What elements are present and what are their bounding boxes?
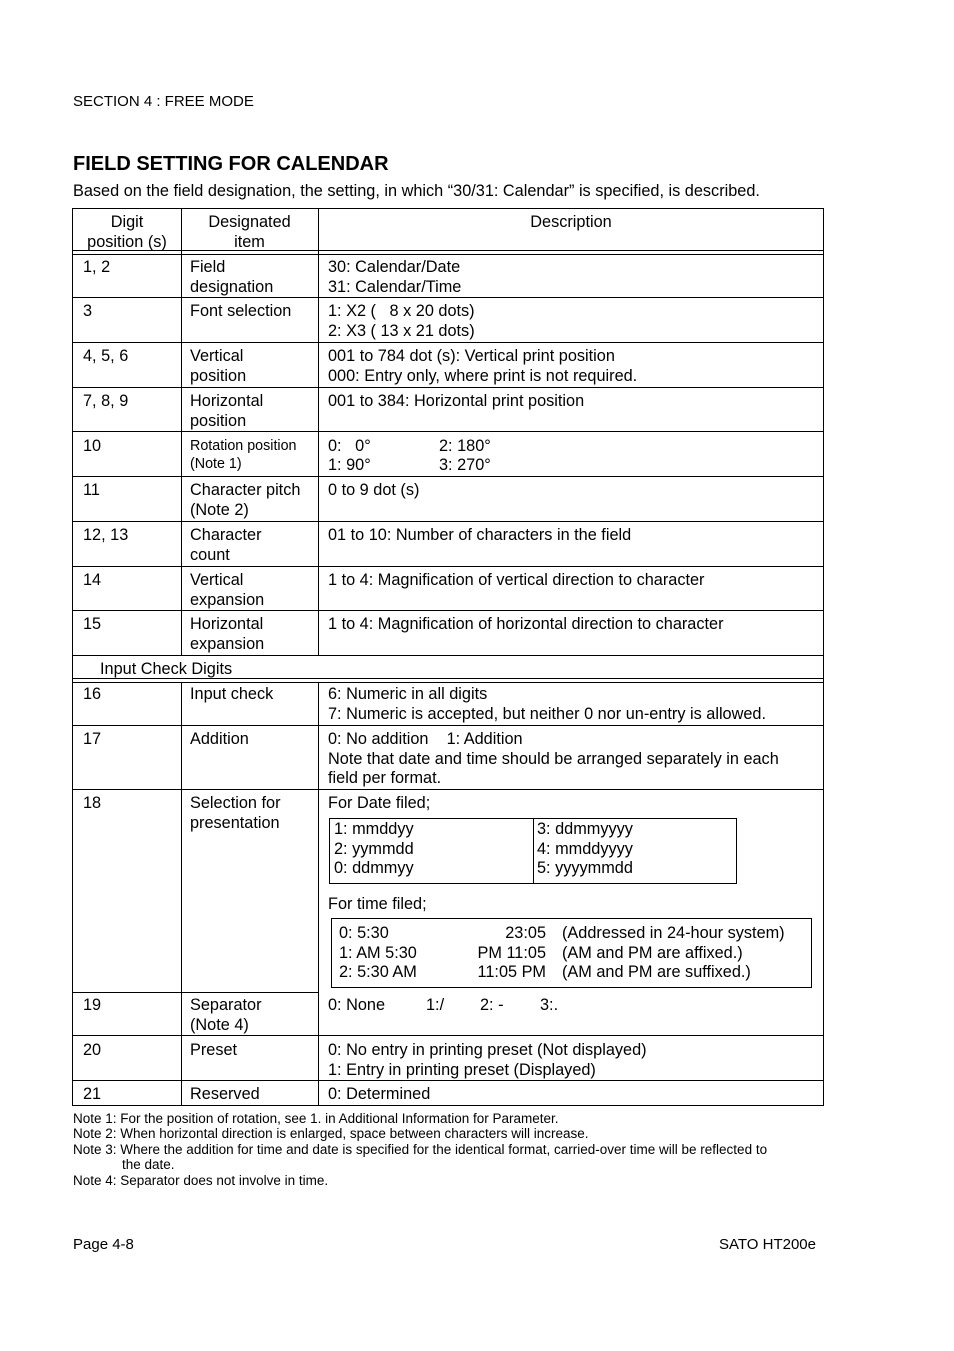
note-3: Note 3: Where the addition for time and date is specified for the identical format, carried-over time will be reflected to <box>73 1141 768 1157</box>
header-item: Designated item <box>208 213 291 251</box>
note-4: Note 4: Separator does not involve in time. <box>73 1172 329 1188</box>
page-title: FIELD SETTING FOR CALENDAR <box>73 153 389 175</box>
date-field-label: For Date filed; <box>328 794 431 812</box>
calendar-field-table: Digit position (s) Designated item Description 1, 2 Field designation 30: Calendar/Date 31: Calendar/Time 3 Font selection 1: X2 ( 8 x 20 dots) 2: X3 ( 13 x 21 dots) 4, 5, 6 Vertical position 001 to 784 dot (s): Vertical print position 000: Entry only, where print is not required. 7, 8, 9 Horizontal position 001 to 384: Horizontal print position 10 Rotation position (Note 1) 0: 0° 2: 180° 1: 90° 3: 270° 11 Character pitch (Note 2) 0 to 9 dot (s) 12, 13 Character count 01 to 10: Number of characters in the field 14 Vertical expansion 1 to 4: Magnification of vertical direction to character 15 Horizontal expansion 1 to 4: Magnification of horizontal direction to character Input Check Digits 16 Input check 6: Numeric in all digits 7: Numeric is accepted, but neither 0 nor un-entry is allowed. 17 Addition 0: No addition 1: Addition Note that date and time should be arranged separately in each field per format. 18 Selection for presentation For Date filed; 1: mmddyy 2: yymmdd 0: ddmmyy 3: ddmmyyyy 4: mmddyyyy 5: yyyymmdd For time filed; 0: 5:30 1: AM 5:30 2: 5:30 AM 23:05 PM 11:05 11:05 PM (Addressed in 24-hour system) (AM and PM are affixed.) (AM and PM are suffixed.) 19 Separator (Note 4) 0: None 1:/ 2: - 3:. 20 Preset 0: No entry in printing preset (Not displayed) 1: Entry in printing preset (Displayed) 21 Reserved 0: Determined <box>72 208 824 1106</box>
header-description: Description <box>530 213 612 231</box>
time-format-box: 0: 5:30 1: AM 5:30 2: 5:30 AM 23:05 PM 11:05 11:05 PM (Addressed in 24-hour system) (AM and PM are affixed.) (AM and PM are suffixed.) <box>331 918 812 988</box>
header-digit: Digit position (s) <box>87 213 167 251</box>
section-row-label: Input Check Digits <box>100 660 233 678</box>
date-format-box: 1: mmddyy 2: yymmdd 0: ddmmyy 3: ddmmyyyy 4: mmddyyyy 5: yyyymmdd <box>329 818 737 884</box>
document-name: SATO HT200e <box>719 1236 816 1253</box>
section-header: SECTION 4 : FREE MODE <box>73 93 254 110</box>
note-1: Note 1: For the position of rotation, see 1. in Additional Information for Parameter. <box>73 1111 559 1126</box>
note-3-continued: the date. <box>122 1157 175 1173</box>
intro-text: Based on the field designation, the setting, in which “30/31: Calendar” is specified, is described. <box>73 182 760 200</box>
time-field-label: For time filed; <box>328 895 427 913</box>
note-2: Note 2: When horizontal direction is enlarged, space between characters will increase. <box>73 1126 589 1142</box>
page-number: Page 4-8 <box>73 1236 134 1253</box>
footnotes <box>73 1111 767 1188</box>
